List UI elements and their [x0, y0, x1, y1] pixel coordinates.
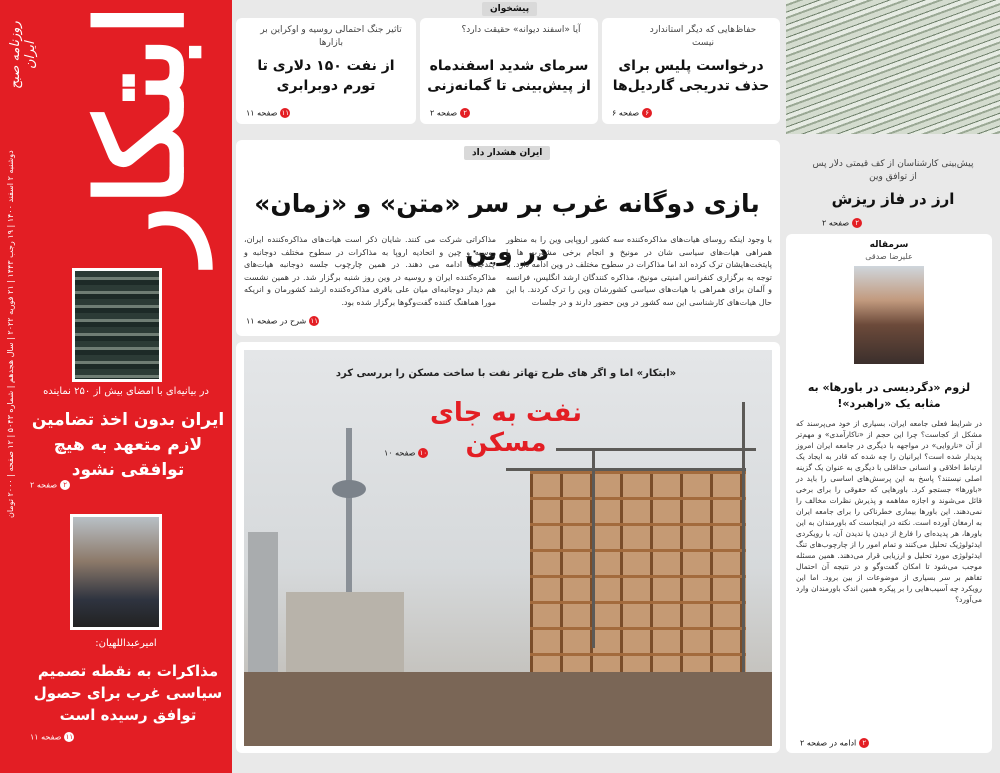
main-story-column-2: مذاکراتی شرکت می کنند. شایان ذکر است هیات‌های مذاکره‌کننده ایران، روسیه و چین و اتحادیه اروپا به مذاکرات در سطوح مختلف دوجانبه و چندجانبه ادامه می دهند. در همین چارچوب جلسه دوجانبه هیات‌های مذاکره‌کننده ایران و روسیه در وین روز شنبه برگزار شد. در همین نشست هم دیدار دوجانبه‌ای میان علی باقری مذاکره‌کننده ارشد کشورمان و انریکه مورا هماهنگ کننده گفت‌وگوها برگزار شده بود. — [244, 235, 496, 307]
teaser-1-kicker: حفاظ‌هایی که دیگر استاندارد نیست — [649, 25, 757, 48]
right-top-kicker: پیش‌بینی کارشناسان از کف قیمتی دلار پس از توافق وین — [812, 159, 974, 182]
editorial-label: سرمقاله — [869, 240, 909, 250]
left-story-2-page: ۱۱صفحه ۱۱ — [30, 732, 74, 742]
top-bar-label: پیشخوان — [482, 2, 537, 16]
photo-story-kicker: «ابتکار» اما و اگر های طرح تهاتر نفت با ساخت مسکن را بررسی کرد — [335, 368, 677, 379]
main-story-page: ۱۱شرح در صفحه ۱۱ — [246, 316, 318, 326]
editorial-body: در شرایط فعلی جامعه ایران، بسیاری از خود می‌پرسند که مشکل از کجاست؟ چرا این حجم از «ناکارآمدی» و مهم‌تر از آن «ناروایی» در مواجهه با دیگری در جامعه ایران امروز پدیدار شده است؟ ایرانیان را چه شده که قادر به ایجاد یک ارتباط اخلاقی و انسانی حداقلی با دیگری به عنوان یک گزینه اصلی نیستند؟ پاسخ به این پرسش‌های اساسی را باید در «باورها» جستجو کرد. باورهایی که حقوقی را برای برخی قائل می‌شوند و اجازه مفاهمه و پذیرش نظرات مخالف را نمی‌دهند. این باورها بیماری خطرناکی را برای جامعه ایران به ارمغان آورده است. نکته در اینجاست که باورمندان به این باورها، هر پدیده‌ای را فارغ از دیدن یا ندیدن آن، با رویکردی ایدئولوژیک تحلیل می‌کنند و تمام امور را از چارچوب‌های تنگ ایدئولوژی مورد تحلیل و ارزیابی قرار می‌دهند. همین مسئله موجب می‌شود تا امکان گفت‌وگو و در نتیجه آن احتمال تفاهم بر سر بسیاری از موضوعات از بین برود. اما این رویکرد چه آسیب‌هایی را بر پیکره همین اندک باورمندان وارد می‌آورد؟ — [796, 419, 982, 604]
teaser-1-headline: درخواست پلیس برای حذف تدریجی گاردیل‌ها — [612, 58, 770, 94]
teaser-2-kicker: آیا «اسفند دیوانه» حقیقت دارد؟ — [461, 25, 581, 35]
left-building — [248, 532, 278, 672]
left-story-1-page: ۲صفحه ۲ — [30, 480, 70, 490]
newspaper-logo: ابتکار — [71, 3, 210, 263]
teaser-3-page: ۱۱صفحه ۱۱ — [246, 108, 290, 118]
teaser-2-headline: سرمای شدید اسفندماه از پیش‌بینی تا گمانه‌زنی — [427, 58, 591, 94]
left-story-2-caption: امیرعبداللهیان: — [95, 638, 157, 649]
editorial-page: ۲ادامه در صفحه ۲ — [800, 738, 869, 748]
crane-2-mast — [742, 402, 745, 702]
minister-photo — [70, 514, 162, 630]
parliament-photo — [72, 268, 162, 382]
editorial-headline: لزوم «دگردیسی در باورها» به مثابه یک «راهبرد»! — [807, 381, 971, 410]
main-story-headline: بازی دوگانه غرب بر سر «متن» و «زمان» در وین — [254, 189, 760, 266]
teaser-1-page: ۶صفحه ۶ — [612, 108, 652, 118]
photo-story-headline: نفت به جای مسکن — [430, 398, 582, 458]
masthead-dateline: دوشنبه ۲ اسفند ۱۴۰۰ | ۱۹ رجب ۱۴۴۳ | ۲۱ فوریه ۲۰۲۲ | سال هجدهم | شماره ۵۰۴۳ | ۱۲ صفحه | ۲۰۰۰ تومان — [6, 150, 15, 518]
left-story-1-caption: در بیانیه‌ای با امضای بیش از ۲۵۰ نماینده — [43, 386, 209, 397]
main-story-card[interactable] — [236, 140, 780, 336]
editorial-author-photo — [854, 266, 924, 364]
crane-1-mast — [592, 448, 595, 648]
main-story-chip: ایران هشدار داد — [464, 146, 550, 160]
photo-story-card[interactable] — [236, 342, 780, 753]
teaser-card-2[interactable] — [420, 18, 598, 124]
teaser-2-page: ۲صفحه ۲ — [430, 108, 470, 118]
left-story-1-headline[interactable]: ایران بدون اخذ تضامین لازم متعهد به هیچ توافقی نشود — [31, 410, 225, 480]
dollar-bills-photo — [786, 0, 1000, 134]
teaser-card-1[interactable] — [602, 18, 780, 124]
house-roofs — [244, 672, 772, 746]
photo-story-page: ۱۰صفحه ۱۰ — [384, 448, 428, 458]
editorial-card[interactable] — [786, 234, 992, 753]
right-top-headline[interactable]: ارز در فاز ریزش — [831, 190, 955, 208]
left-story-2-headline[interactable]: مذاکرات به نقطه تصمیم سیاسی غرب برای حصول توافق رسیده است — [33, 662, 223, 724]
right-top-page: ۲صفحه ۲ — [822, 218, 862, 228]
teaser-3-headline: از نفت ۱۵۰ دلاری تا تورم دوبرابری — [257, 58, 395, 94]
mid-building — [286, 592, 404, 682]
teaser-3-kicker: تاثیر جنگ احتمالی روسیه و اوکراین بر بازارها — [260, 25, 402, 48]
editorial-author: علیرضا صدقی — [865, 252, 913, 261]
crane-2-jib — [506, 468, 746, 471]
teaser-card-3[interactable] — [236, 18, 416, 124]
masthead-tagline: روزنامه صبح ایران — [8, 21, 38, 89]
milad-tower-head — [332, 480, 366, 498]
main-story-column-1: با وجود اینکه روسای هیات‌های مذاکره‌کننده سه کشور اروپایی وین را به منظور همراهی هیات‌های سیاسی شان در مونیخ و انجام برخی مشورت ها با پایتخت‌هایشان ترک کرده اند اما مذاکرات در سطوح مختلف در وین ادامه دارد. با توجه به برگزاری کنفرانس امنیتی مونیخ، مذاکره کنندگان ارشد انگلیس، فرانسه و آلمان برای همراهی با هیات‌های سیاسی کشورشان وین را ترک کردند. با این حال هیات‌های کارشناسی این سه کشور در وین حضور دارند و در جلسات — [506, 235, 772, 307]
